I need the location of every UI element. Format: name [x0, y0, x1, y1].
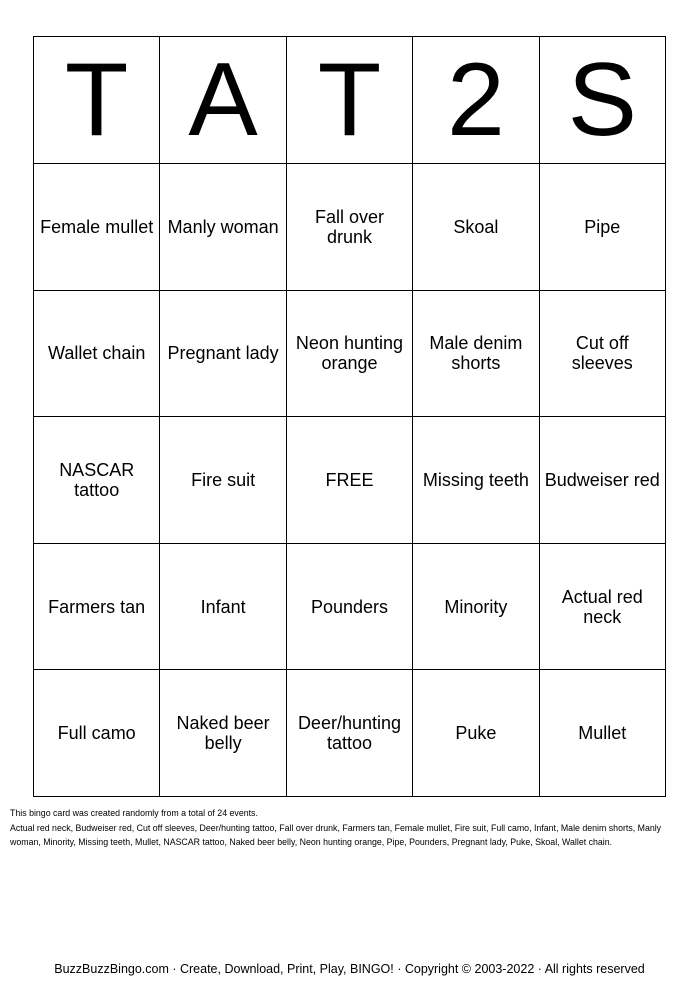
- card-info: [10, 806, 690, 850]
- cell-text: Actual red neck: [561, 586, 643, 627]
- free-space-cell: [286, 417, 412, 544]
- cell-text: Skoal: [453, 216, 499, 237]
- card-cell: [413, 417, 539, 544]
- cell-text: Wallet chain: [48, 343, 146, 364]
- card-cell: [539, 670, 665, 797]
- card-row: [34, 543, 666, 670]
- card-cell: [160, 164, 286, 291]
- cell-text: Naked beer belly: [176, 713, 270, 754]
- card-cell: [539, 543, 665, 670]
- cell-text: Fall over drunk: [314, 206, 384, 247]
- footer-copyright: BuzzBuzzBingo.com · Create, Download, Print, Play, BINGO! · Copyright © 2003-2022 · All rights reserved: [54, 962, 645, 976]
- cell-text: Female mullet: [40, 216, 154, 237]
- card-cell: [34, 290, 160, 417]
- card-cell: [539, 290, 665, 417]
- cell-text: Puke: [455, 723, 497, 744]
- cell-text: Mullet: [578, 723, 627, 744]
- card-cell: [160, 670, 286, 797]
- cell-text: NASCAR tattoo: [59, 459, 135, 500]
- cell-text: Farmers tan: [48, 596, 146, 617]
- card-cell: [413, 290, 539, 417]
- header-letter: 2: [446, 42, 505, 158]
- card-cell: [286, 543, 412, 670]
- cell-text: Deer/hunting tattoo: [297, 713, 402, 754]
- card-cell: [34, 417, 160, 544]
- header-letter: T: [64, 42, 129, 158]
- cell-text: Full camo: [57, 723, 136, 744]
- card-cell: [286, 670, 412, 797]
- card-row: [34, 417, 666, 544]
- header-row: [34, 37, 666, 164]
- card-row: [34, 670, 666, 797]
- card-cell: [286, 290, 412, 417]
- card-cell: [539, 417, 665, 544]
- card-cell: [34, 164, 160, 291]
- cell-text: Fire suit: [191, 469, 256, 490]
- card-row: [34, 164, 666, 291]
- cell-text: Budweiser red: [544, 469, 660, 490]
- cell-text: Male denim shorts: [429, 333, 523, 374]
- card-cell: [286, 164, 412, 291]
- cell-text: Minority: [444, 596, 508, 617]
- header-cell: [539, 37, 665, 164]
- header-letter: S: [567, 42, 637, 158]
- cell-text: Pounders: [310, 596, 388, 617]
- cell-text: Pregnant lady: [167, 343, 279, 364]
- card-cell: [160, 543, 286, 670]
- header-cell: [413, 37, 539, 164]
- header-letter: A: [188, 42, 258, 158]
- cell-text: Neon hunting orange: [295, 333, 404, 374]
- free-space-text: FREE: [325, 469, 374, 490]
- cell-text: Infant: [200, 596, 246, 617]
- card-cell: [160, 417, 286, 544]
- card-cell: [539, 164, 665, 291]
- header-cell: [286, 37, 412, 164]
- header-letter: T: [317, 42, 382, 158]
- cell-text: Pipe: [584, 216, 621, 237]
- card-info-summary: This bingo card was created randomly from a total of 24 events.: [10, 808, 258, 818]
- card-info-events-list: Actual red neck, Budweiser red, Cut off sleeves, Deer/hunting tattoo, Fall over drunk, Farmers tan, Female mullet, Fire suit, Full camo, Infant, Male denim shorts, Manly woman, Minority, Missing teeth, Mullet, NASCAR tattoo, Naked beer belly, Neon hunting orange, Pipe, Pounders, Pregnant lady, Puke, Skoal, Wallet chain.: [10, 822, 662, 847]
- header-cell: [160, 37, 286, 164]
- card-cell: [34, 670, 160, 797]
- cell-text: Manly woman: [167, 216, 279, 237]
- card-cell: [413, 164, 539, 291]
- card-cell: [413, 543, 539, 670]
- bingo-card: [33, 36, 666, 797]
- header-cell: [34, 37, 160, 164]
- card-row: [34, 290, 666, 417]
- card-cell: [34, 543, 160, 670]
- card-cell: [160, 290, 286, 417]
- cell-text: Missing teeth: [422, 469, 529, 490]
- card-cell: [413, 670, 539, 797]
- cell-text: Cut off sleeves: [571, 333, 633, 374]
